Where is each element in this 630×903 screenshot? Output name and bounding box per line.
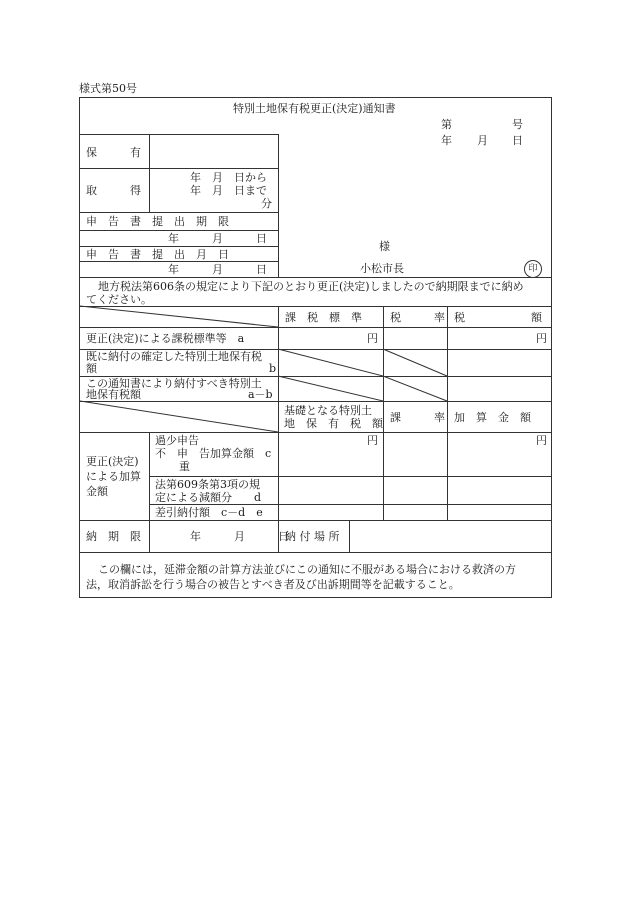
- table1-c-rate-diagonal: [383, 376, 447, 401]
- row-c-line1: 過少申告: [155, 434, 199, 447]
- col-tax-base: 課 税 標 準: [285, 311, 362, 324]
- row-c-line2: 不 申 告加算金額 c: [155, 447, 272, 460]
- row-d-line1: 法第609条第3項の規: [155, 478, 260, 491]
- row-c-amount-yen: 円: [536, 434, 547, 447]
- doc-number-suffix: 号: [512, 118, 523, 131]
- row-e-label: 差引納付額 c－d e: [155, 506, 263, 519]
- row-b-label-line1: 既に納付の確定した特別土地保有税: [86, 350, 262, 363]
- table1-corner-diagonal: [80, 306, 278, 327]
- kasan-label-line3: 金額: [86, 485, 108, 498]
- table1-b-base-diagonal: [278, 349, 383, 376]
- row-c-base-yen: 円: [367, 434, 378, 447]
- notice-text-line2: てください。: [86, 293, 152, 306]
- shutoku-label: 取 得: [86, 184, 141, 197]
- col-base-line2: 地 保 有 税 額: [284, 417, 383, 430]
- place-label: 納 付 場 所: [285, 530, 340, 543]
- col-base-line1: 基礎となる特別土: [284, 404, 372, 417]
- row-d-line2: 定による減額分 d: [155, 491, 262, 504]
- form-title: 特別土地保有税更正(決定)通知書: [233, 102, 396, 115]
- row-a-tax-yen: 円: [536, 332, 547, 345]
- row-c-line3: 重: [179, 460, 190, 473]
- footer-line2: 法，取消訴訟を行う場合の被告とすべき者及び出訴期間等を記載すること。: [86, 578, 460, 591]
- col-kaji-rate: 課 率: [390, 411, 445, 424]
- period-from: 年 月 日から: [190, 171, 267, 184]
- col-tax-rate: 税 率: [390, 311, 445, 324]
- table1-b-rate-diagonal: [383, 349, 447, 376]
- col-kasan-amount: 加 算 金 額: [454, 411, 531, 424]
- period-bun: 分: [261, 197, 272, 210]
- period-to: 年 月 日まで: [190, 184, 267, 197]
- notice-text-line1: 地方税法第606条の規定により下記のとおり更正(決定)しましたので納期限までに納め: [98, 280, 524, 293]
- doc-number-prefix: 第: [441, 118, 452, 131]
- footer-line1: この欄には，延滞金額の計算方法並びにこの通知に不服がある場合における救済の方: [98, 563, 516, 576]
- kasan-label-line2: による加算: [86, 470, 141, 483]
- form-number: 様式第50号: [79, 82, 137, 95]
- filed-label: 申 告 書 提 出 月 日: [86, 248, 229, 261]
- kasan-label-line1: 更正(決定): [86, 455, 139, 468]
- row-c-label-line1: この通知書により納付すべき特別土: [86, 377, 262, 390]
- issue-year: 年: [441, 134, 452, 147]
- due-date: 年 月 日: [190, 530, 289, 543]
- issue-month: 月: [477, 134, 488, 147]
- addressee-sama: 様: [379, 240, 390, 253]
- due-label: 納 期 限: [86, 530, 141, 543]
- mayor-label: 小松市長: [360, 262, 404, 275]
- seal-mark: 印: [524, 260, 542, 278]
- row-c-label-line2: 地保有税額: [86, 388, 141, 401]
- row-c-mark: a－b: [248, 388, 273, 401]
- filed-date: 年 月 日: [168, 263, 267, 276]
- row-a-base-yen: 円: [367, 332, 378, 345]
- row-b-mark: b: [269, 362, 277, 375]
- issue-day: 日: [512, 134, 523, 147]
- hoyu-label: 保 有: [86, 146, 141, 159]
- table2-corner-diagonal: [80, 401, 278, 432]
- notice-form: [79, 97, 552, 598]
- deadline-label: 申 告 書 提 出 期 限: [86, 215, 229, 228]
- deadline-date: 年 月 日: [168, 232, 267, 245]
- table1-c-base-diagonal: [278, 376, 383, 401]
- col-tax-amount: 税 額: [454, 311, 542, 324]
- row-b-label-line2: 額: [86, 362, 97, 375]
- row-a-label: 更正(決定)による課税標準等 a: [86, 332, 245, 345]
